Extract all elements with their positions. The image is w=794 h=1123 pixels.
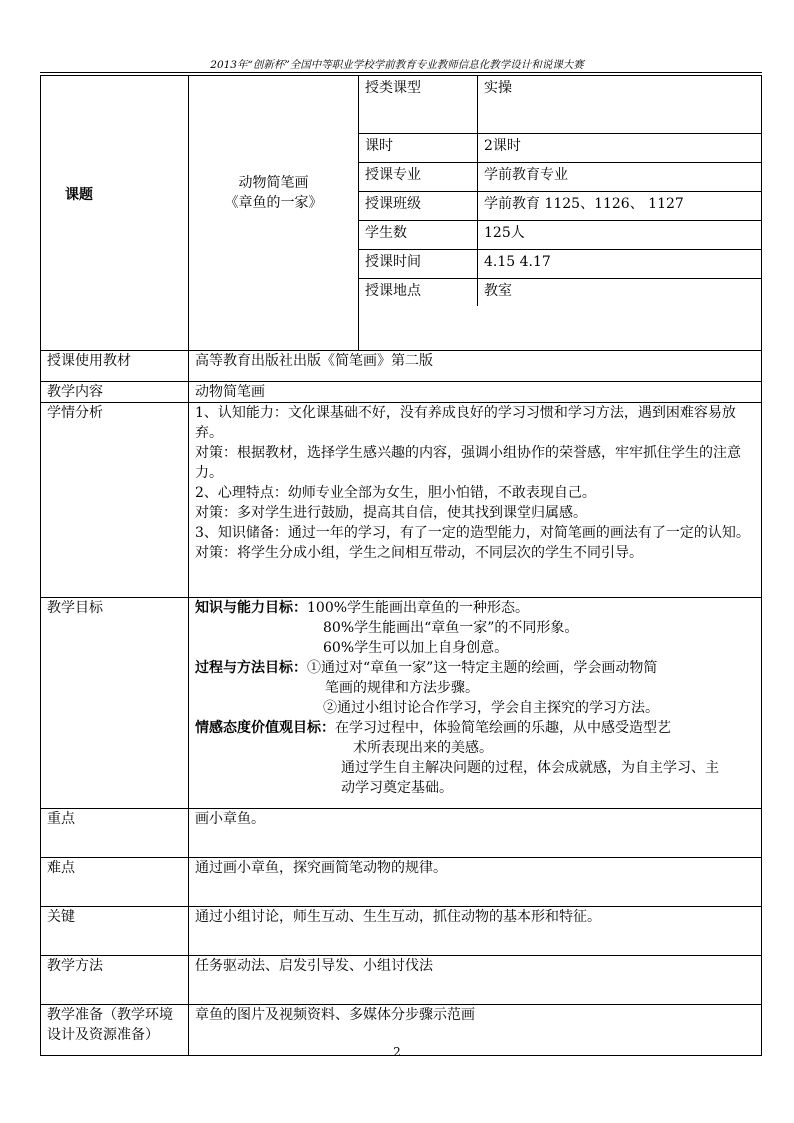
goals-row	[41, 598, 762, 809]
emotion-item-cont: 术所表现出来的美感。	[353, 740, 493, 756]
page-number: 2	[393, 1045, 401, 1059]
info-row-time	[359, 250, 761, 279]
info-table	[359, 76, 761, 306]
info-value: 4.15 4.17	[478, 250, 762, 279]
analysis-content	[189, 403, 762, 598]
goals-label: 教学目标	[41, 598, 189, 809]
key-row	[41, 907, 762, 956]
analysis-line: 对策：将学生分成小组，学生之间相互带动，不同层次的学生不同引导。	[195, 545, 643, 561]
process-item: ②通过小组讨论合作学习，学会自主探究的学习方法。	[323, 700, 659, 716]
info-value: 125人	[478, 221, 762, 250]
emotion-item-cont: 动学习奠定基础。	[341, 780, 453, 796]
prep-value: 章鱼的图片及视频资料、多媒体分步骤示范画	[189, 1005, 762, 1056]
info-key: 课时	[359, 134, 478, 163]
emotion-title: 情感态度价值观目标：	[195, 720, 335, 736]
analysis-line: 对策：多对学生进行鼓励，提高其自信，使其找到课堂归属感。	[195, 505, 587, 521]
textbook-value: 高等教育出版社出版《简笔画》第二版	[189, 351, 762, 382]
content-row	[41, 382, 762, 403]
difficulty-value: 通过画小章鱼，探究画简笔动物的规律。	[189, 858, 762, 907]
info-key: 学生数	[359, 221, 478, 250]
info-row-class	[359, 192, 761, 221]
key-value: 通过小组讨论，师生互动、生生互动，抓住动物的基本形和特征。	[189, 907, 762, 956]
content-label: 教学内容	[41, 382, 189, 403]
info-row-major	[359, 163, 761, 192]
info-key: 授课专业	[359, 163, 478, 192]
difficulty-row	[41, 858, 762, 907]
analysis-line: 1、认知能力：文化课基础不好，没有养成良好的学习习惯和学习方法，遇到困难容易放弃。	[195, 405, 736, 441]
info-row-hours	[359, 134, 761, 163]
textbook-label: 授课使用教材	[41, 351, 189, 382]
knowledge-item: 100%学生能画出章鱼的一种形态。	[307, 600, 530, 616]
info-value: 实操	[478, 76, 762, 134]
analysis-label: 学情分析	[41, 403, 189, 598]
emotion-item: 通过学生自主解决问题的过程，体会成就感，为自主学习、主	[341, 760, 719, 776]
topic-label: 课题	[41, 76, 189, 351]
topic-title-line1: 动物简笔画	[238, 175, 309, 191]
keypoint-value: 画小章鱼。	[189, 809, 762, 858]
content-value: 动物简笔画	[189, 382, 762, 403]
difficulty-label: 难点	[41, 858, 189, 907]
keypoint-label: 重点	[41, 809, 189, 858]
key-label: 关键	[41, 907, 189, 956]
lesson-plan-table	[40, 75, 762, 1056]
textbook-row	[41, 351, 762, 382]
info-value: 学前教育专业	[478, 163, 762, 192]
analysis-line: 3、知识储备：通过一年的学习，有了一定的造型能力，对简笔画的画法有了一定的认知。	[195, 525, 750, 541]
goals-content	[189, 598, 762, 809]
header-rule	[40, 72, 762, 73]
info-key: 授课班级	[359, 192, 478, 221]
topic-row	[41, 76, 762, 351]
keypoint-row	[41, 809, 762, 858]
process-item: ①通过对“章鱼一家”这一特定主题的绘画，学会画动物简	[307, 660, 658, 676]
process-title: 过程与方法目标：	[195, 660, 307, 676]
emotion-item: 在学习过程中，体验简笔绘画的乐趣，从中感受造型艺	[335, 720, 671, 736]
topic-title	[189, 76, 359, 351]
info-value: 2课时	[478, 134, 762, 163]
method-label: 教学方法	[41, 956, 189, 1005]
prep-label-line2: 设计及资源准备）	[47, 1027, 159, 1043]
method-value: 任务驱动法、启发引导发、小组讨伐法	[189, 956, 762, 1005]
analysis-line: 对策：根据教材，选择学生感兴趣的内容，强调小组协作的荣誉感，牢牢抓住学生的注意力。	[195, 445, 741, 481]
info-row-place	[359, 279, 761, 307]
knowledge-title: 知识与能力目标：	[195, 600, 307, 616]
knowledge-item: 60%学生可以加上自身创意。	[323, 640, 509, 656]
topic-title-line2: 《章鱼的一家》	[224, 195, 323, 211]
method-row	[41, 956, 762, 1005]
analysis-line: 2、心理特点：幼师专业全部为女生，胆小怕错，不敢表现自己。	[195, 485, 596, 501]
analysis-row	[41, 403, 762, 598]
process-item-cont: 笔画的规律和方法步骤。	[325, 680, 479, 696]
info-value: 学前教育 1125、1126、 1127	[478, 192, 762, 221]
knowledge-item: 80%学生能画出“章鱼一家”的不同形象。	[323, 620, 579, 636]
info-cell	[359, 76, 762, 351]
info-value: 教室	[484, 283, 512, 299]
info-key: 授课地点	[359, 279, 478, 307]
prep-label-line1: 教学准备（教学环境	[47, 1007, 173, 1023]
info-key: 授类课型	[359, 76, 478, 134]
info-key: 授课时间	[359, 250, 478, 279]
info-row-type	[359, 76, 761, 134]
page-header: 2013年“创新杯”全国中等职业学校学前教育专业教师信息化教学设计和说课大赛	[210, 59, 584, 71]
info-row-students	[359, 221, 761, 250]
